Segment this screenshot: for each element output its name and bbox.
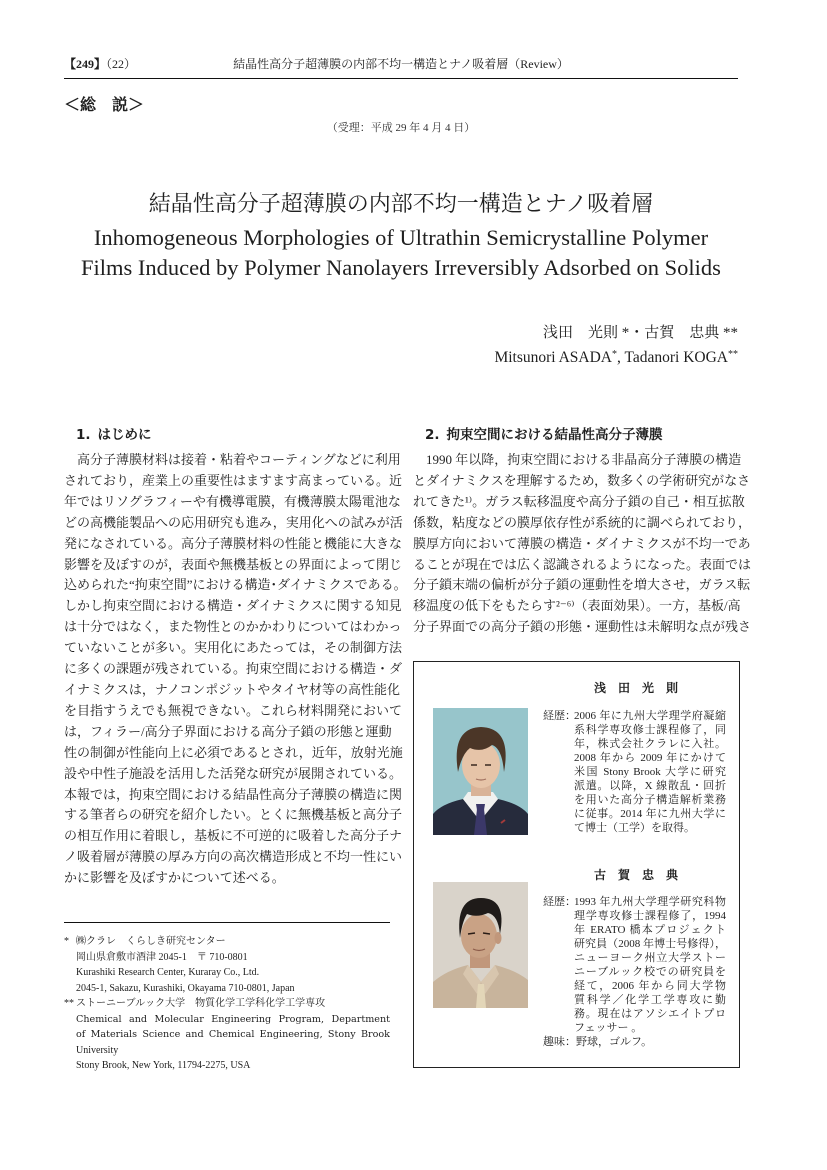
- text-line: 派遣。以降，X 線散乱・回折: [574, 780, 726, 792]
- author-name: Mitsunori ASADA: [494, 349, 612, 366]
- bio-name-koga: 古 賀 忠 典: [593, 868, 678, 882]
- text-line: を目指すうえでも無視できない。これら材料開発において: [64, 702, 403, 718]
- received-date: （受理：平成 29 年 4 月 4 日）: [326, 122, 476, 134]
- career-label: 経歴：: [543, 896, 576, 908]
- authors-english: [494, 348, 738, 368]
- title-english-line: Films Induced by Polymer Nanolayers Irreversibly Adsorbed on Solids: [81, 255, 721, 280]
- text-line: 1990 年以降，拘束空間における非晶高分子薄膜の構造: [426, 452, 742, 467]
- text-line: ノ吸着層が薄膜の厚み方向の高次構造形成と不均一性にい: [64, 849, 403, 865]
- text-line: 2008 年から 2009 年にかけて: [574, 752, 726, 764]
- footnote-lines: [76, 996, 390, 1074]
- author-separator: ,: [617, 349, 625, 366]
- text-line: ストーニーブルック大学 物質化学工学科化学工学専攻: [76, 998, 326, 1009]
- article-category: ＜総 説＞: [64, 95, 145, 114]
- text-line: 米国 Stony Brook 大学に研究: [574, 766, 726, 778]
- text-line: て博士（工学）を取得。: [574, 822, 695, 834]
- portrait-photo-asada: [433, 708, 528, 835]
- section-number: 2.: [425, 427, 440, 443]
- text-line: 質科学／化学工学専攻に勤: [574, 994, 726, 1006]
- text-line: は，フィラー/高分子界面における高分子鎖の形態と運動: [64, 723, 392, 739]
- text-line: ることが現在では広く認識されるようになった。表面では: [413, 556, 752, 572]
- title-english: [40, 223, 762, 283]
- running-title: 結晶性高分子超薄膜の内部不均一構造とナノ吸着層（Review）: [233, 57, 569, 71]
- text-line: 1993 年九州大学理学研究科物: [574, 896, 726, 908]
- section-title: 拘束空間における結晶性高分子薄膜: [446, 427, 663, 443]
- title-japanese: 結晶性高分子超薄膜の内部不均一構造とナノ吸着層: [148, 191, 654, 216]
- text-line: 分子鎖末端の偏析が分子鎖の運動性を増大させ，ガラス転: [413, 577, 751, 593]
- text-line: 務。現在はアソシエイトプロ: [574, 1008, 726, 1020]
- text-line: Kurashiki Research Center, Kuraray Co., Ltd.: [76, 967, 260, 978]
- career-text-koga: [574, 895, 726, 1035]
- career-label: 経歴：: [543, 710, 576, 722]
- text-line: 2006 年に九州大学理学府凝縮: [574, 710, 726, 722]
- text-line: 高分子薄膜材料は接着・粘着やコーティングなどに利用: [77, 452, 401, 467]
- bio-name-asada: 浅 田 光 則: [593, 681, 678, 695]
- text-line: は十分ではなく，また物性とのかかわりについてはわかっ: [64, 619, 402, 635]
- hobby-line-koga: [543, 1035, 652, 1049]
- text-line: University: [76, 1044, 119, 1056]
- hobby-label: 趣味：: [543, 1036, 576, 1048]
- title-english-line: Inhomogeneous Morphologies of Ultrathin Semicrystalline Polymer: [93, 225, 709, 250]
- text-line: 年ではリソグラフィーや有機導電膜，有機薄膜太陽電池な: [64, 493, 401, 509]
- volume-page-bracket: 【249】: [64, 57, 107, 71]
- text-line: ていないことが多い。実用化にあたっては，その制御方法: [64, 640, 403, 656]
- text-line: 膜厚方向において薄膜の構造・ダイナミクスが不均一であ: [413, 535, 751, 551]
- text-line: 経て，2006 年から同大学物: [574, 980, 726, 992]
- text-line: れてきた¹⁾。ガラス転移温度や高分子鎖の自己・相互拡散: [413, 493, 745, 509]
- authors-japanese: 浅田 光則 *・古賀 忠典 **: [542, 325, 738, 341]
- text-line: Stony Brook, New York, 11794-2275, USA: [76, 1060, 251, 1071]
- text-line: Chemical and Molecular Engineering Program, Department: [76, 1013, 390, 1025]
- text-line: 系科学専攻修士課程修了，同: [574, 724, 726, 736]
- section-body-introduction: [64, 450, 407, 889]
- affiliation-mark: **: [728, 349, 738, 360]
- hobby-text: 野球，ゴルフ。: [576, 1036, 653, 1048]
- section-title: はじめに: [97, 427, 152, 443]
- text-line: に従事。2014 年に九州大学に: [574, 808, 726, 820]
- text-line: 岡山県倉敷市酒津 2045-1 〒 710-0801: [76, 951, 248, 963]
- text-line: of Materials Science and Chemical Engineering, Stony Brook: [76, 1029, 390, 1040]
- text-line: 年 ERATO 橋本プロジェクト: [574, 924, 726, 936]
- author-name: Tadanori KOGA: [624, 349, 728, 366]
- footnote-lines: [76, 934, 390, 996]
- text-line: ニューヨーク州立大学ストー: [574, 952, 726, 964]
- section-body-confined-space: [413, 450, 752, 638]
- page-number: （22）: [106, 57, 137, 71]
- footnote-mark: *: [64, 936, 69, 947]
- text-line: かに影響を及ぼすかについて述べる。: [64, 870, 285, 886]
- text-line: ㈱クラレ くらしき研究センター: [76, 936, 226, 947]
- text-line: フェッサー 。: [574, 1022, 643, 1034]
- text-line: 込められた“拘束空間”における構造･ダイナミクスである。: [64, 577, 407, 593]
- section-heading-confined-space: [425, 426, 663, 444]
- text-line: 本報では，拘束空間における結晶性高分子薄膜の構造に関: [64, 786, 403, 802]
- text-line: しかし拘束空間における構造・ダイナミクスに関する知見: [64, 598, 402, 614]
- career-text-asada: [574, 709, 726, 835]
- section-number: 1.: [76, 427, 91, 443]
- footnote-mark: **: [64, 998, 74, 1009]
- text-line: 設や中性子施設を活用した活発な研究が展開されている。: [64, 765, 403, 781]
- text-line: に多くの課題が残されている。拘束空間における構造・ダ: [64, 661, 403, 677]
- text-line: 年，株式会社クラレに入社。: [574, 738, 726, 750]
- text-line: 性の制御が性能向上に必須であるとされ，近年，放射光施: [64, 744, 403, 760]
- affiliation-footnotes: [64, 934, 390, 1074]
- text-line: 分子界面での高分子鎖の形態・運動性は未解明な点が残さ: [413, 619, 752, 635]
- text-line: 研究員（2008 年博士号修得），: [574, 938, 726, 950]
- text-line: ニーブルック校での研究員を: [574, 966, 726, 978]
- text-line: を用いた高分子構造解析業務: [574, 794, 726, 806]
- footnote-stony-brook: [64, 996, 390, 1074]
- footnote-rule: [64, 922, 390, 923]
- text-line: 2045-1, Sakazu, Kurashiki, Okayama 710-0801, Japan: [76, 982, 295, 994]
- text-line: する筆者らの研究を紹介したい。とくに無機基板と高分子: [64, 807, 403, 823]
- text-line: されており，産業上の重要性はますます高まっている。近: [64, 472, 403, 488]
- portrait-photo-koga: [433, 882, 528, 1008]
- text-line: 係数，粘度などの膜厚依存性が系統的に調べられており，: [413, 514, 752, 530]
- section-heading-introduction: [76, 426, 152, 444]
- text-line: 移温度の低下をもたらす²⁻⁶⁾（表面効果）。一方，基板/高: [413, 598, 741, 614]
- header-rule: [64, 78, 738, 79]
- text-line: イナミクスは，ナノコンポジットやタイヤ材等の高性能化: [64, 681, 401, 697]
- text-line: 影響を及ぼすのが，表面や無機基板との界面によって閉じ: [64, 556, 403, 572]
- text-line: どの高機能製品への応用研究も進み，実用化への試みが活: [64, 514, 403, 530]
- footnote-kuraray: [64, 934, 390, 996]
- text-line: 発になされている。高分子薄膜材料の性能と機能に大きな: [64, 535, 403, 551]
- text-line: の相互作用に着眼し，基板に不可逆的に吸着した高分子ナ: [64, 828, 403, 844]
- text-line: とダイナミクスを理解するため，数多くの学術研究がなさ: [413, 472, 751, 488]
- text-line: 理学専攻修士課程修了，1994: [574, 910, 726, 922]
- affiliation-mark: *: [612, 349, 617, 360]
